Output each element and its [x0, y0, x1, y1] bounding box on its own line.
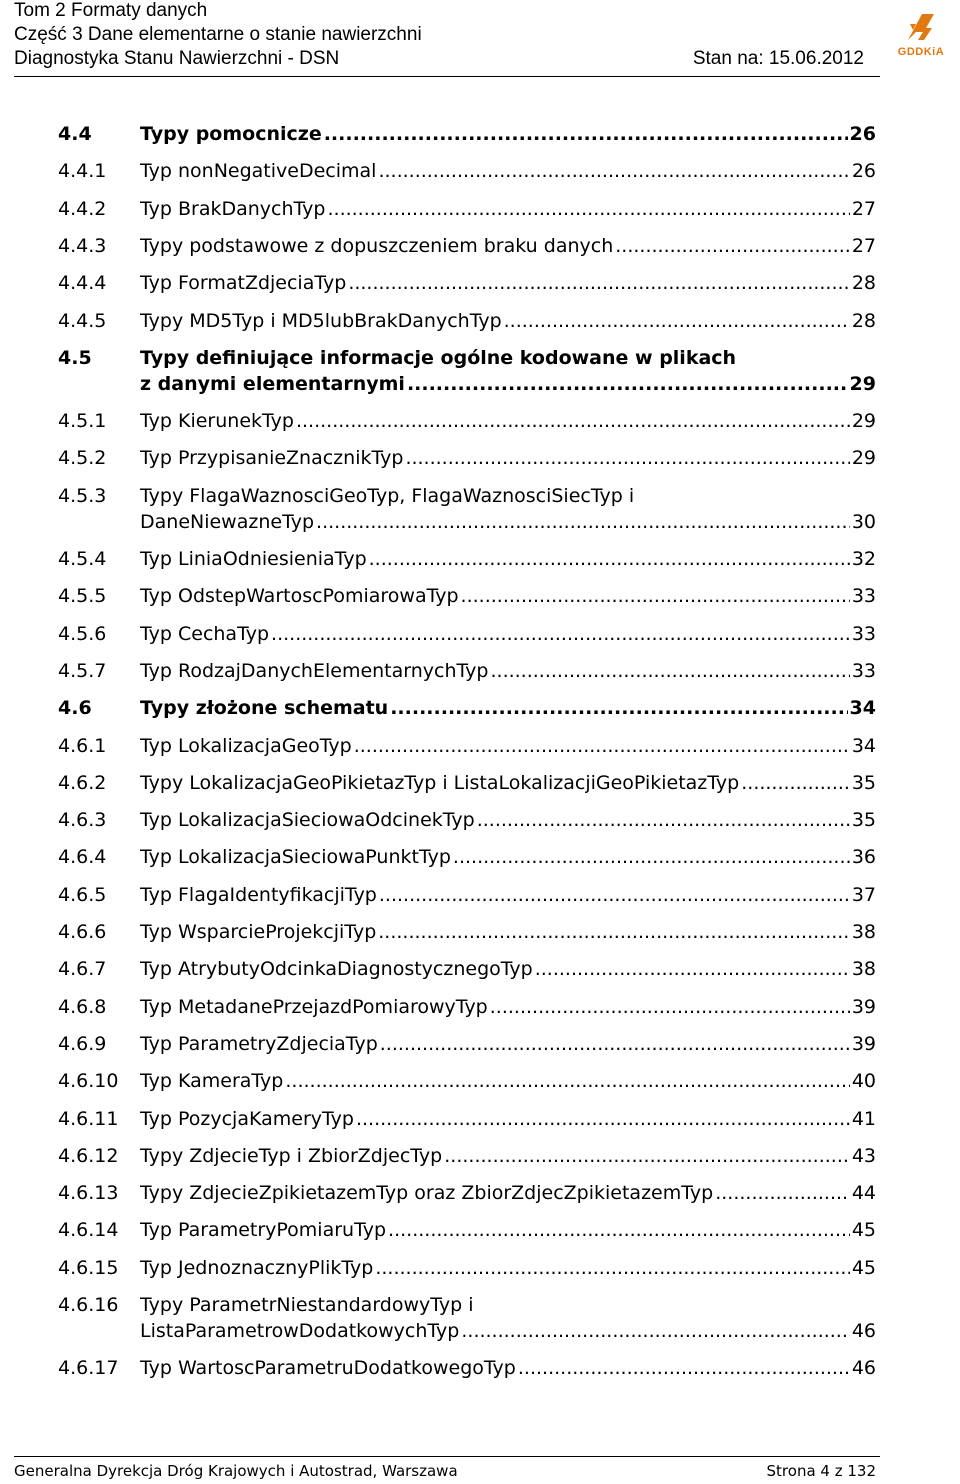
toc-page-number: 27: [851, 197, 876, 220]
toc-dot-leader: [461, 583, 850, 609]
toc-entry[interactable]: [58, 445, 876, 471]
toc-dot-leader: [285, 1068, 849, 1094]
toc-page-number: 44: [851, 1182, 876, 1205]
toc-dot-leader: [615, 233, 850, 259]
toc-page-number: 43: [851, 1144, 876, 1167]
toc-dot-leader: [354, 733, 850, 759]
toc-entry-title: Typy podstawowe z dopuszczeniem braku danych: [140, 234, 614, 257]
toc-dot-leader: [453, 844, 850, 870]
toc-entry-number: 4.6.17: [58, 1357, 119, 1380]
toc-entry-number: 4.4.3: [58, 234, 107, 257]
toc-entry-number: 4.4.4: [58, 272, 107, 295]
toc-entry-title: Typ FormatZdjeciaTyp: [140, 272, 347, 295]
toc-dot-leader: [444, 1143, 850, 1169]
toc-page-number: 35: [851, 771, 876, 794]
header-part-title: Część 3 Dane elementarne o stanie nawierzchni: [14, 24, 422, 45]
toc-page-number: 33: [851, 622, 876, 645]
toc-entry-number: 4.6.14: [58, 1219, 119, 1242]
toc-entry-number: 4.6.10: [58, 1070, 119, 1093]
toc-entry-title: Typ OdstepWartoscPomiarowaTyp: [140, 585, 459, 608]
toc-page-number: 39: [851, 1032, 876, 1055]
toc-entry[interactable]: [58, 1031, 876, 1057]
toc-dot-leader: [407, 371, 848, 397]
toc-dot-leader: [461, 1318, 849, 1344]
toc-entry-title: Typ MetadanePrzejazdPomiarowyTyp: [140, 995, 488, 1018]
toc-entry-number: 4.6.16: [58, 1294, 119, 1316]
toc-entry[interactable]: [58, 408, 876, 434]
toc-page-number: 30: [851, 510, 876, 533]
toc-dot-leader: [380, 1031, 850, 1057]
toc-entry-title: Typ AtrybutyOdcinkaDiagnostycznegoTyp: [140, 958, 533, 981]
toc-entry[interactable]: [58, 1255, 876, 1281]
toc-entry-number: 4.6.11: [58, 1107, 119, 1130]
toc-entry[interactable]: [58, 546, 876, 572]
toc-entry[interactable]: [58, 1143, 876, 1169]
toc-page-number: 46: [851, 1357, 876, 1380]
toc-entry-number: 4.6.12: [58, 1144, 119, 1167]
toc-entry-title: Typ WsparcieProjekcjiTyp: [140, 921, 377, 943]
toc-page-number: 27: [851, 234, 876, 257]
toc-page-number: 45: [851, 1256, 876, 1279]
toc-dot-leader: [296, 408, 850, 434]
toc-entry[interactable]: [58, 994, 876, 1020]
toc-entry-title: Typ LiniaOdniesieniaTyp: [140, 548, 367, 570]
toc-entry-title: z danymi elementarnymi: [140, 372, 405, 395]
toc-entry-number: 4.5.4: [58, 548, 107, 570]
toc-entry-number: 4.5.3: [58, 484, 107, 507]
toc-entry-title: Typ KierunekTyp: [140, 410, 294, 433]
toc-entry-number: 4.6.6: [58, 921, 107, 943]
toc-page-number: 45: [851, 1219, 876, 1242]
toc-entry-number: 4.6.13: [58, 1182, 119, 1205]
toc-entry[interactable]: [58, 583, 876, 609]
toc-entry[interactable]: [58, 1068, 876, 1094]
toc-entry-title: DaneNiewazneTyp: [140, 510, 315, 533]
footer-institution: Generalna Dyrekcja Dróg Krajowych i Autostrad, Warszawa: [14, 1462, 458, 1480]
toc-entry-number: 4.4.2: [58, 197, 107, 220]
toc-entry-title: Typ JednoznacznyPlikTyp: [140, 1256, 374, 1279]
toc-entry-number: 4.5.1: [58, 410, 107, 433]
toc-entry-title: Typ ParametryPomiaruTyp: [140, 1219, 387, 1242]
toc-entry-title: Typ BrakDanychTyp: [140, 197, 326, 220]
toc-entry[interactable]: [58, 1180, 876, 1206]
toc-entry[interactable]: [58, 483, 876, 535]
toc-dot-leader: [316, 509, 850, 535]
toc-page-number: 37: [851, 883, 876, 906]
toc-page-number: 46: [851, 1320, 876, 1342]
toc-page-number: 33: [851, 585, 876, 608]
toc-entry-title: Typ LokalizacjaGeoTyp: [140, 734, 352, 757]
toc-dot-leader: [375, 1255, 849, 1281]
toc-entry[interactable]: [58, 621, 876, 647]
toc-page-number: 38: [851, 921, 876, 943]
toc-page-number: 36: [851, 846, 876, 869]
toc-entry-title: Typ LokalizacjaSieciowaPunktTyp: [140, 846, 451, 869]
toc-dot-leader: [327, 196, 849, 222]
toc-entry-title: Typy złożone schematu: [140, 697, 389, 720]
toc-dot-leader: [356, 1106, 850, 1132]
toc-page-number: 28: [851, 309, 876, 332]
toc-dot-leader: [535, 956, 850, 982]
toc-page-number: 26: [849, 123, 876, 145]
toc-entry-title: Typ PrzypisanieZnacznikTyp: [140, 447, 404, 470]
toc-dot-leader: [271, 621, 850, 647]
toc-dot-leader: [378, 158, 849, 184]
toc-dot-leader: [504, 308, 850, 334]
toc-page-number: 34: [851, 734, 876, 757]
toc-entry-number: 4.5.5: [58, 585, 107, 608]
toc-dot-leader: [477, 807, 850, 833]
toc-entry-number: 4.6.15: [58, 1256, 119, 1279]
toc-entry[interactable]: [58, 658, 876, 684]
toc-page-number: 39: [851, 995, 876, 1018]
toc-entry-number: 4.6.2: [58, 771, 107, 794]
toc-entry-title: Typy FlagaWaznosciGeoTyp, FlagaWaznosciSiecTyp i: [140, 484, 635, 507]
toc-entry-number: 4.6.7: [58, 958, 107, 981]
toc-page-number: 33: [851, 659, 876, 682]
toc-entry-title: Typ KameraTyp: [140, 1070, 284, 1093]
toc-entry[interactable]: [58, 1106, 876, 1132]
toc-page-number: 29: [851, 447, 876, 470]
toc-page-number: 32: [851, 548, 876, 570]
footer-divider: [14, 1456, 880, 1457]
toc-entry-title: Typy ZdjecieTyp i ZbiorZdjecTyp: [140, 1144, 443, 1167]
toc-dot-leader: [388, 1217, 850, 1243]
toc-entry-title: Typ CechaTyp: [140, 622, 270, 645]
toc-entry[interactable]: [58, 196, 876, 222]
toc-entry[interactable]: [58, 1217, 876, 1243]
toc-dot-leader: [390, 695, 847, 721]
toc-page-number: 35: [851, 809, 876, 832]
toc-entry-number: 4.4.5: [58, 309, 107, 332]
toc-entry[interactable]: [58, 233, 876, 259]
toc-page-number: 26: [851, 160, 876, 183]
toc-entry[interactable]: [58, 1292, 876, 1344]
toc-entry-title: Typy pomocnicze: [140, 123, 322, 145]
toc-entry[interactable]: [58, 919, 876, 945]
toc-dot-leader: [378, 919, 850, 945]
toc-entry[interactable]: [58, 956, 876, 982]
toc-dot-leader: [741, 770, 850, 796]
toc-entry-title: Typ LokalizacjaSieciowaOdcinekTyp: [140, 809, 475, 832]
toc-entry[interactable]: [58, 158, 876, 184]
toc-page-number: 41: [851, 1107, 876, 1130]
toc-entry-title: Typy MD5Typ i MD5lubBrakDanychTyp: [140, 309, 502, 332]
toc-entry-number: 4.6.4: [58, 846, 107, 869]
toc-entry-number: 4.6.1: [58, 734, 107, 757]
toc-entry-title: Typ PozycjaKameryTyp: [140, 1107, 354, 1130]
toc-dot-leader: [518, 1355, 850, 1381]
toc-page-number: 40: [851, 1070, 876, 1093]
toc-page-number: 34: [849, 697, 876, 720]
toc-entry[interactable]: [58, 733, 876, 759]
toc-entry-number: 4.6.8: [58, 995, 107, 1018]
toc-entry[interactable]: [58, 308, 876, 334]
toc-dot-leader: [324, 121, 848, 147]
footer-page-number: Strona 4 z 132: [766, 1462, 876, 1480]
toc-entry-title: Typy LokalizacjaGeoPikietazTyp i ListaLokalizacjiGeoPikietazTyp: [140, 771, 740, 794]
toc-entry-title: Typ nonNegativeDecimal: [140, 160, 377, 183]
toc-entry[interactable]: [58, 882, 876, 908]
toc-dot-leader: [490, 658, 849, 684]
toc-entry-number: 4.6.3: [58, 809, 107, 832]
toc-dot-leader: [490, 994, 850, 1020]
toc-page-number: 29: [849, 372, 876, 395]
toc-page-number: 29: [851, 410, 876, 433]
toc-entry-number: 4.6: [58, 697, 92, 720]
toc-entry-number: 4.5.7: [58, 659, 107, 682]
toc-entry[interactable]: [58, 1355, 876, 1381]
toc-entry-number: 4.5: [58, 346, 92, 369]
toc-entry-title: Typy definiujące informacje ogólne kodowane w plikach: [140, 346, 737, 369]
toc-entry[interactable]: [58, 695, 876, 721]
header-document-title: Diagnostyka Stanu Nawierzchni - DSN: [14, 48, 340, 69]
toc-entry-number: 4.4: [58, 123, 92, 145]
toc-dot-leader: [715, 1180, 850, 1206]
toc-dot-leader: [369, 546, 850, 572]
gddkia-logo-text: GDDKiA: [897, 46, 945, 58]
toc-entry[interactable]: [58, 807, 876, 833]
toc-entry[interactable]: [58, 270, 876, 296]
toc-page-number: 28: [851, 272, 876, 295]
toc-dot-leader: [348, 270, 850, 296]
toc-page-number: 38: [851, 958, 876, 981]
header-volume-title: Tom 2 Formaty danych: [14, 0, 208, 21]
toc-entry-number: 4.6.5: [58, 883, 107, 906]
header-date: Stan na: 15.06.2012: [692, 48, 864, 69]
toc-entry-title: Typy ParametrNiestandardowyTyp i: [140, 1294, 474, 1316]
toc-entry-number: 4.5.2: [58, 447, 107, 470]
toc-entry-number: 4.5.6: [58, 622, 107, 645]
toc-entry-title: Typy ZdjecieZpikietazemTyp oraz ZbiorZdjecZpikietazemTyp: [140, 1182, 714, 1205]
toc-dot-leader: [379, 882, 850, 908]
toc-entry-title: Typ WartoscParametruDodatkowegoTyp: [140, 1357, 516, 1380]
toc-entry-number: 4.6.9: [58, 1032, 107, 1055]
toc-entry-title: Typ ParametryZdjeciaTyp: [140, 1032, 378, 1055]
toc-entry-title: Typ RodzajDanychElementarnychTyp: [140, 659, 489, 682]
toc-entry[interactable]: [58, 345, 876, 397]
toc-entry[interactable]: [58, 121, 876, 147]
toc-dot-leader: [405, 445, 849, 471]
toc-entry[interactable]: [58, 770, 876, 796]
toc-entry-number: 4.4.1: [58, 160, 107, 183]
toc-entry-title: ListaParametrowDodatkowychTyp: [140, 1320, 460, 1342]
toc-entry[interactable]: [58, 844, 876, 870]
toc-entry-title: Typ FlagaIdentyfikacjiTyp: [140, 883, 377, 906]
